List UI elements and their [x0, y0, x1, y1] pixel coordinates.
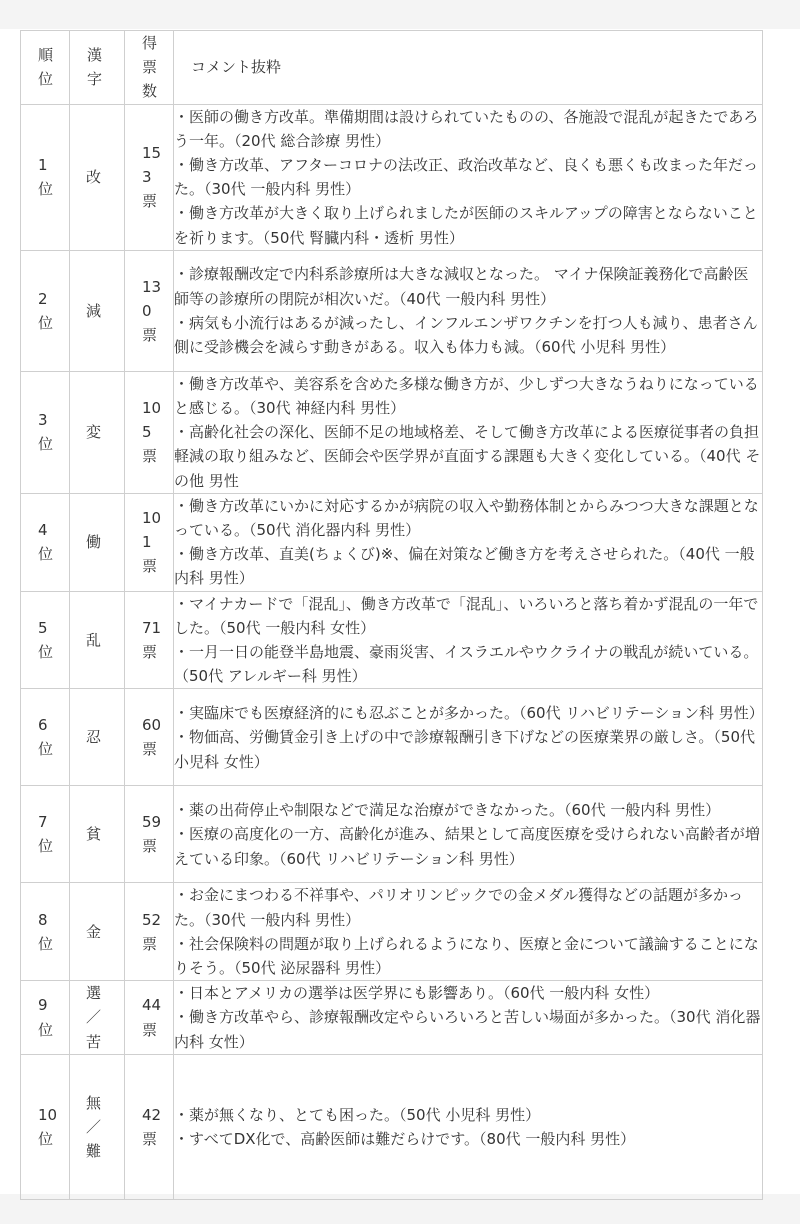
- comments-cell: [174, 104, 763, 250]
- comment: ・働き方改革やら、診療報酬改定やらいろいろと苦しい場面が多かった。（30代 消化器内科 女性）: [174, 1008, 761, 1051]
- kanji-cell: 金: [70, 883, 125, 981]
- comment: ・お金にまつわる不祥事や、パリオリンピックでの金メダル獲得などの話題が多かった。（30代 一般内科 男性）: [174, 886, 743, 929]
- header-comments: コメント抜粋: [174, 31, 763, 105]
- table-row: [21, 250, 763, 371]
- comment: ・働き方改革にいかに対応するかが病院の収入や勤務体制とからみつつ大きな課題となっている。（50代 消化器内科 男性）: [174, 496, 759, 540]
- comments-cell: [174, 981, 763, 1055]
- kanji-cell: 選／苦: [70, 981, 125, 1055]
- table-header-row: [21, 31, 763, 105]
- table-row: [21, 786, 763, 883]
- article-body: [0, 29, 800, 1194]
- comment: ・すべてDX化で、高齢医師は難だらけです。（80代 一般内科 男性）: [174, 1129, 636, 1148]
- comment: ・物価高、労働賃金引き上げの中で診療報酬引き下げなどの医療業界の厳しさ。（50代 小児科 女性）: [174, 728, 755, 771]
- kanji-ranking-table: [20, 30, 763, 1200]
- rank-cell: 6位: [21, 689, 70, 786]
- table-row: [21, 883, 763, 981]
- comment: ・マイナカードで「混乱」、働き方改革で「混乱」、いろいろと落ち着かず混乱の一年でした。（50代 一般内科 女性）: [174, 594, 759, 637]
- table-row: [21, 104, 763, 250]
- votes-cell: 130票: [125, 250, 174, 371]
- comments-cell: [174, 591, 763, 689]
- votes-cell: 105票: [125, 371, 174, 493]
- header-votes: 得票数: [125, 31, 174, 105]
- comments-cell: [174, 883, 763, 981]
- comment: ・医師の働き方改革。準備期間は設けられていたものの、各施設で混乱が起きたであろう一年。（20代 総合診療 男性）: [174, 107, 759, 150]
- comment: ・診療報酬改定で内科系診療所は大きな減収となった。 マイナ保険証義務化で高齢医師等の診療所の閉院が相次いだ。（40代 一般内科 男性）: [174, 265, 749, 308]
- comment: ・医療の高度化の一方、高齢化が進み、結果として高度医療を受けられない高齢者が増えている印象。（60代 リハビリテーション科 男性）: [174, 825, 760, 868]
- comments-cell: [174, 786, 763, 883]
- votes-cell: 153票: [125, 104, 174, 250]
- kanji-cell: 改: [70, 104, 125, 250]
- votes-cell: 60票: [125, 689, 174, 786]
- comment: ・働き方改革が大きく取り上げられましたが医師のスキルアップの障害とならないことを祈ります。（50代 腎臓内科・透析 男性）: [174, 204, 758, 247]
- kanji-cell: 無／難: [70, 1054, 125, 1199]
- votes-cell: 52票: [125, 883, 174, 981]
- kanji-cell: 減: [70, 250, 125, 371]
- comment: ・働き方改革、アフターコロナの法改正、政治改革など、良くも悪くも改まった年だった。（30代 一般内科 男性）: [174, 156, 758, 199]
- comment: ・一月一日の能登半島地震、豪雨災害、イスラエルやウクライナの戦乱が続いている。（50代 アレルギー科 男性）: [174, 643, 759, 686]
- comments-cell: [174, 1054, 763, 1199]
- kanji-cell: 貧: [70, 786, 125, 883]
- rank-cell: 5位: [21, 591, 70, 689]
- comments-cell: [174, 371, 763, 493]
- comment: ・病気も小流行はあるが減ったし、インフルエンザワクチンを打つ人も減り、患者さん側に受診機会を減らす動きがある。収入も体力も減。（60代 小児科 男性）: [174, 313, 758, 357]
- rank-cell: 10位: [21, 1054, 70, 1199]
- votes-cell: 101票: [125, 493, 174, 591]
- comment: ・働き方改革、直美(ちょくび)※、偏在対策など働き方を考えさせられた。（40代 一般内科 男性）: [174, 545, 755, 588]
- rank-cell: 3位: [21, 371, 70, 493]
- header-rank: 順位: [21, 31, 70, 105]
- kanji-cell: 働: [70, 493, 125, 591]
- table-row: [21, 689, 763, 786]
- rank-cell: 1位: [21, 104, 70, 250]
- comment: ・高齢化社会の深化、医師不足の地域格差、そして働き方改革による医療従事者の負担軽減の取り組みなど、医師会や医学界が直面する課題も大きく変化している。（40代 その他 男性: [174, 423, 761, 490]
- rank-cell: 7位: [21, 786, 70, 883]
- comments-cell: [174, 250, 763, 371]
- table-row: [21, 371, 763, 493]
- table-row: [21, 981, 763, 1055]
- kanji-cell: 乱: [70, 591, 125, 689]
- comment: ・実臨床でも医療経済的にも忍ぶことが多かった。（60代 リハビリテーション科 男性）: [174, 704, 764, 723]
- votes-cell: 44票: [125, 981, 174, 1055]
- kanji-cell: 忍: [70, 689, 125, 786]
- kanji-cell: 変: [70, 371, 125, 493]
- rank-cell: 4位: [21, 493, 70, 591]
- rank-cell: 8位: [21, 883, 70, 981]
- rank-cell: 9位: [21, 981, 70, 1055]
- table-row: [21, 493, 763, 591]
- header-kanji: 漢字: [70, 31, 125, 105]
- comments-cell: [174, 493, 763, 591]
- votes-cell: 71票: [125, 591, 174, 689]
- comment: ・薬が無くなり、とても困った。（50代 小児科 男性）: [174, 1105, 541, 1124]
- comment: ・社会保険料の問題が取り上げられるようになり、医療と金について議論することになりそう。（50代 泌尿器科 男性）: [174, 934, 759, 978]
- comment: ・日本とアメリカの選挙は医学界にも影響あり。（60代 一般内科 女性）: [174, 984, 660, 1003]
- comment: ・働き方改革や、美容系を含めた多様な働き方が、少しずつ大きなうねりになっていると感じる。（30代 神経内科 男性）: [174, 374, 759, 418]
- votes-cell: 59票: [125, 786, 174, 883]
- table-row: [21, 1054, 763, 1199]
- rank-cell: 2位: [21, 250, 70, 371]
- comment: ・薬の出荷停止や制限などで満足な治療ができなかった。（60代 一般内科 男性）: [174, 801, 721, 820]
- table-row: [21, 591, 763, 689]
- comments-cell: [174, 689, 763, 786]
- votes-cell: 42票: [125, 1054, 174, 1199]
